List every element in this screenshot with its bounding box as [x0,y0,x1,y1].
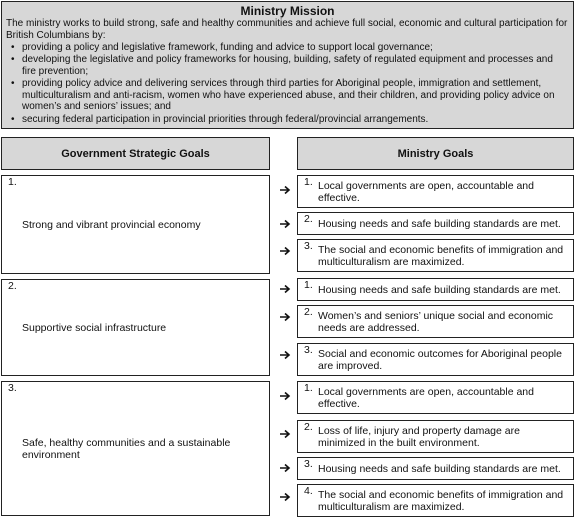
ministry-goal-text: Women’s and seniors’ unique social and economic needs are addressed. [318,309,554,334]
ministry-goal-text: Housing needs and safe building standards are met. [318,283,561,296]
ministry-goal-text: Housing needs and safe building standards are met. [318,217,561,230]
ministry-goal-text: The social and economic benefits of immigration and multiculturalism are maximized. [318,488,564,513]
goal-number: 3. [304,458,313,470]
ministry-goal [297,420,574,453]
ministry-goal [297,278,574,301]
ministry-goal [297,175,574,208]
arrow-right-icon [280,391,291,401]
mission-bullet-list [6,42,569,125]
goal-number: 3. [304,240,313,252]
goal-number: 2. [8,280,17,292]
strategic-goal-label: Supportive social infrastructure [22,321,167,334]
ministry-goal-text: Housing needs and safe building standards are met. [318,462,561,475]
goal-number: 2. [304,213,313,225]
mission-bullet: • providing policy advice and delivering services through third parties for Aboriginal people, immigration and settlement, multiculturalism and anti-racism, women who have experienced abuse, and their children, and providing policy advice on women’s and seniors’ issues; and [22,78,569,113]
goal-number: 1. [8,176,17,188]
goal-number: 2. [304,421,313,433]
arrow-right-icon [280,284,291,294]
strategic-goal-2 [1,279,270,376]
ministry-goal [297,212,574,235]
ministry-goal [297,305,574,338]
ministry-goal-text: The social and economic benefits of immigration and multiculturalism are maximized. [318,243,564,268]
ministry-goal [297,457,574,480]
ministry-goal-text: Local governments are open, accountable and effective. [318,385,534,410]
strategic-goals-header: Government Strategic Goals [1,137,270,170]
arrow-right-icon [280,185,291,195]
ministry-goal [297,239,574,272]
goal-number: 3. [304,344,313,356]
mission-title: Ministry Mission [240,4,335,18]
ministry-goal-text: Local governments are open, accountable and effective. [318,179,534,204]
arrow-right-icon [280,219,291,229]
goal-number: 1. [304,382,313,394]
arrow-right-icon [280,429,291,439]
strategic-goal-label: Strong and vibrant provincial economy [22,218,201,231]
strategic-goal-1 [1,175,270,274]
mission-bullet: • securing federal participation in provincial priorities through federal/provincial arrangements. [22,114,569,126]
mission-bullet: • developing the legislative and policy frameworks for housing, building, safety of regulated equipment and processes and fire prevention; [22,54,569,77]
goal-number: 2. [304,306,313,318]
goal-number: 1. [304,279,313,291]
mission-bullet: • providing a policy and legislative framework, funding and advice to support local governance; [22,42,569,54]
arrow-right-icon [280,463,291,473]
strategic-goal-label: Safe, healthy communities and a sustainable environment [22,436,231,461]
mission-intro: The ministry works to build strong, safe and healthy communities and achieve full social, economic and cultural participation for British Columbians by: [6,18,568,41]
arrow-right-icon [280,246,291,256]
arrow-right-icon [280,492,291,502]
ministry-goal [297,484,574,517]
ministry-mission-box [1,1,574,129]
goal-number: 3. [8,382,17,394]
ministry-goal [297,343,574,376]
ministry-goal-text: Loss of life, injury and property damage are minimized in the built environment. [318,424,520,449]
ministry-goal [297,381,574,414]
arrow-right-icon [280,350,291,360]
goal-number: 4. [304,485,313,497]
arrow-right-icon [280,312,291,322]
ministry-goal-text: Social and economic outcomes for Aboriginal people are improved. [318,347,562,372]
strategic-goal-3 [1,381,270,516]
ministry-goals-header: Ministry Goals [297,137,574,170]
goal-number: 1. [304,176,313,188]
